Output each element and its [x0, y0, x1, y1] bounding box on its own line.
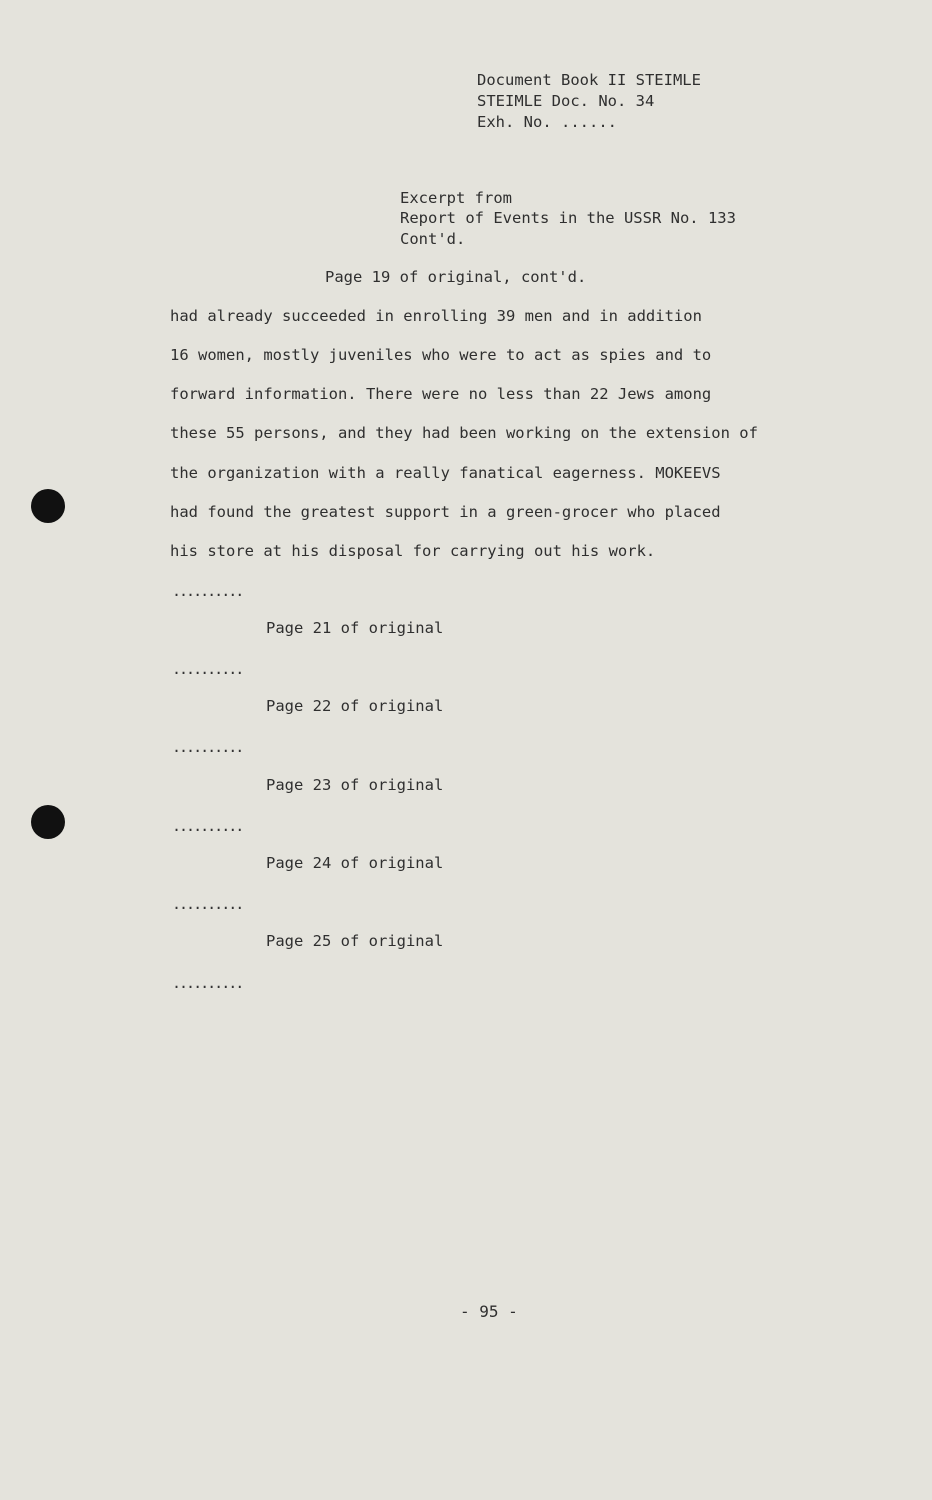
page-ref: Page 24 of original: [266, 854, 444, 872]
body-line: 16 women, mostly juveniles who were to act as spies and to: [170, 346, 712, 364]
section-dots: ..........: [172, 817, 243, 835]
excerpt-line: Report of Events in the USSR No. 133: [400, 209, 736, 227]
section-dots: ..........: [172, 895, 243, 913]
punch-hole: [31, 805, 65, 839]
page-ref: Page 22 of original: [266, 697, 444, 715]
body-line: the organization with a really fanatical eagerness. MOKEEVS: [170, 464, 721, 482]
excerpt-line: Excerpt from: [400, 189, 512, 207]
page-ref: Page 23 of original: [266, 776, 444, 794]
body-line: his store at his disposal for carrying out his work.: [170, 542, 656, 560]
punch-hole: [31, 489, 65, 523]
page-ref: Page 25 of original: [266, 932, 444, 950]
body-line: forward information. There were no less than 22 Jews among: [170, 385, 712, 403]
page-ref-main: Page 19 of original, cont'd.: [325, 268, 587, 286]
section-dots: ..........: [172, 582, 243, 600]
section-dots: ..........: [172, 660, 243, 678]
header-line: Document Book II STEIMLE: [477, 71, 701, 89]
section-dots: ..........: [172, 974, 243, 992]
body-line: had found the greatest support in a green-grocer who placed: [170, 503, 721, 521]
page-ref: Page 21 of original: [266, 619, 444, 637]
page-number: - 95 -: [460, 1302, 518, 1321]
section-dots: ..........: [172, 738, 243, 756]
excerpt-line: Cont'd.: [400, 230, 466, 248]
body-line: had already succeeded in enrolling 39 men and in addition: [170, 307, 702, 325]
header-line: STEIMLE Doc. No. 34: [477, 92, 655, 110]
header-line: Exh. No. ......: [477, 113, 617, 131]
body-line: these 55 persons, and they had been working on the extension of: [170, 424, 758, 442]
